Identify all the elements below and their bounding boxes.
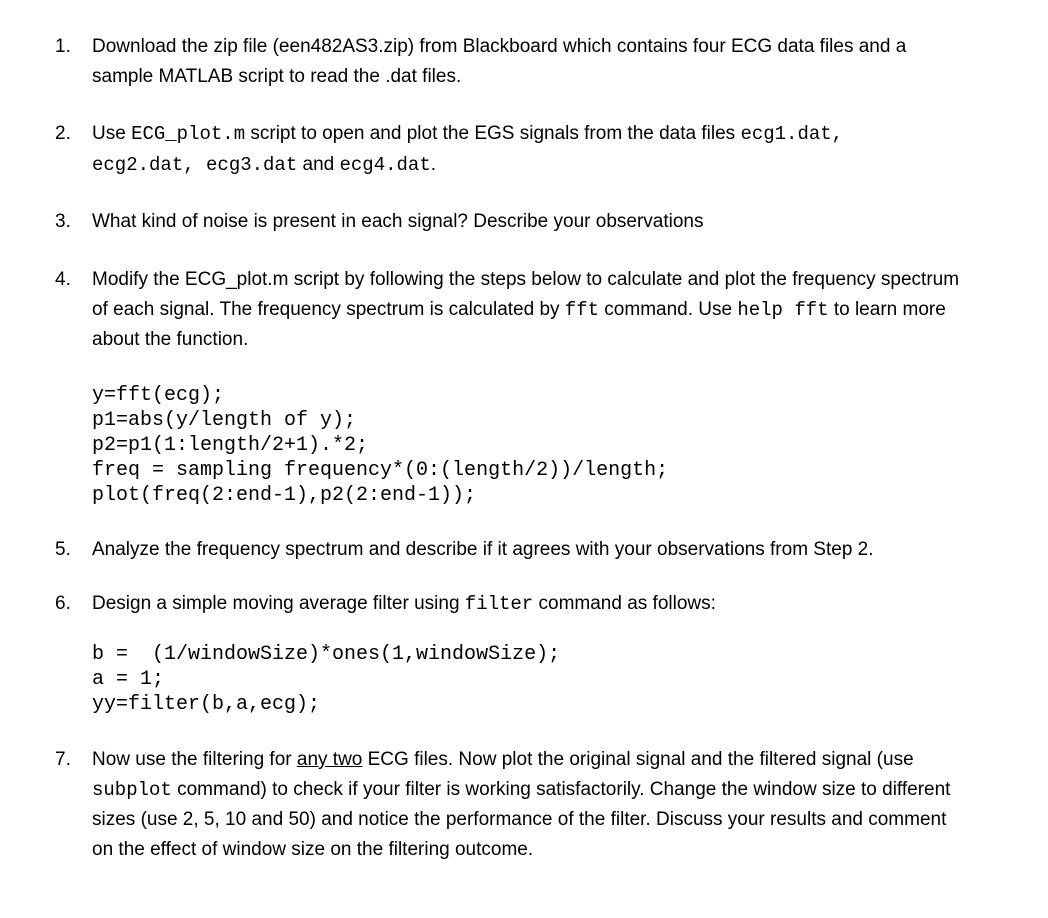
item-text: Download the zip file (een482AS3.zip) from Blackboard which contains four ECG data files and a sample MATLAB script to read the .dat files. (92, 36, 907, 87)
code-line: p1=abs(y/length of y); (92, 409, 357, 432)
inline-code: help fft (737, 298, 829, 321)
inline-code: subplot (92, 778, 172, 801)
code-line: yy=filter(b,a,ecg); (92, 693, 321, 716)
code-block-filter (92, 642, 560, 717)
inline-code: ecg4.dat (339, 153, 431, 176)
item-number: 4. (55, 269, 71, 290)
inline-code: ecg1.dat, (740, 123, 844, 145)
item-number: 5. (55, 539, 71, 560)
code-line: plot(freq(2:end-1),p2(2:end-1)); (92, 484, 477, 507)
item-number: 7. (55, 749, 71, 770)
item-text: Analyze the frequency spectrum and describe if it agrees with your observations from Step 2. (92, 539, 874, 560)
item-text: Now use the filtering for any two ECG files. Now plot the original signal and the filtered signal (use subplot command) to check if your filter is working satisfactorily. Change the window size to different sizes (use 2, 5, 10 and 50) and notice the performance of the filter. Discuss your results and comment on the effect of window size on the filtering outcome. (92, 749, 951, 860)
item-number: 2. (55, 123, 71, 144)
item-text: What kind of noise is present in each signal? Describe your observations (92, 211, 704, 232)
item-text: Modify the ECG_plot.m script by following the steps below to calculate and plot the frequency spectrum of each signal. The frequency spectrum is calculated by fft command. Use help fft to learn more about the function. (92, 269, 960, 350)
inline-code: fft (564, 298, 600, 321)
item-number: 3. (55, 211, 71, 232)
code-line: b = (1/windowSize)*ones(1,windowSize); (92, 643, 561, 666)
inline-code: ECG_plot.m (131, 123, 246, 145)
code-line: freq = sampling frequency*(0:(length/2))/length; (92, 459, 669, 482)
code-block-fft (92, 383, 668, 508)
inline-code: ecg2.dat, ecg3.dat (92, 153, 298, 176)
code-line: a = 1; (92, 668, 165, 691)
inline-code: filter (464, 593, 534, 615)
code-line: y=fft(ecg); (92, 384, 225, 407)
code-line: p2=p1(1:length/2+1).*2; (92, 434, 369, 457)
item-text: Use ECG_plot.m script to open and plot the EGS signals from the data files ecg1.dat, ecg2.dat, ecg3.dat and ecg4.dat. (92, 123, 844, 176)
item-number: 6. (55, 593, 71, 614)
underlined-text: any two (296, 749, 363, 770)
item-number: 1. (55, 36, 71, 57)
item-text: Design a simple moving average filter using filter command as follows: (92, 593, 716, 615)
